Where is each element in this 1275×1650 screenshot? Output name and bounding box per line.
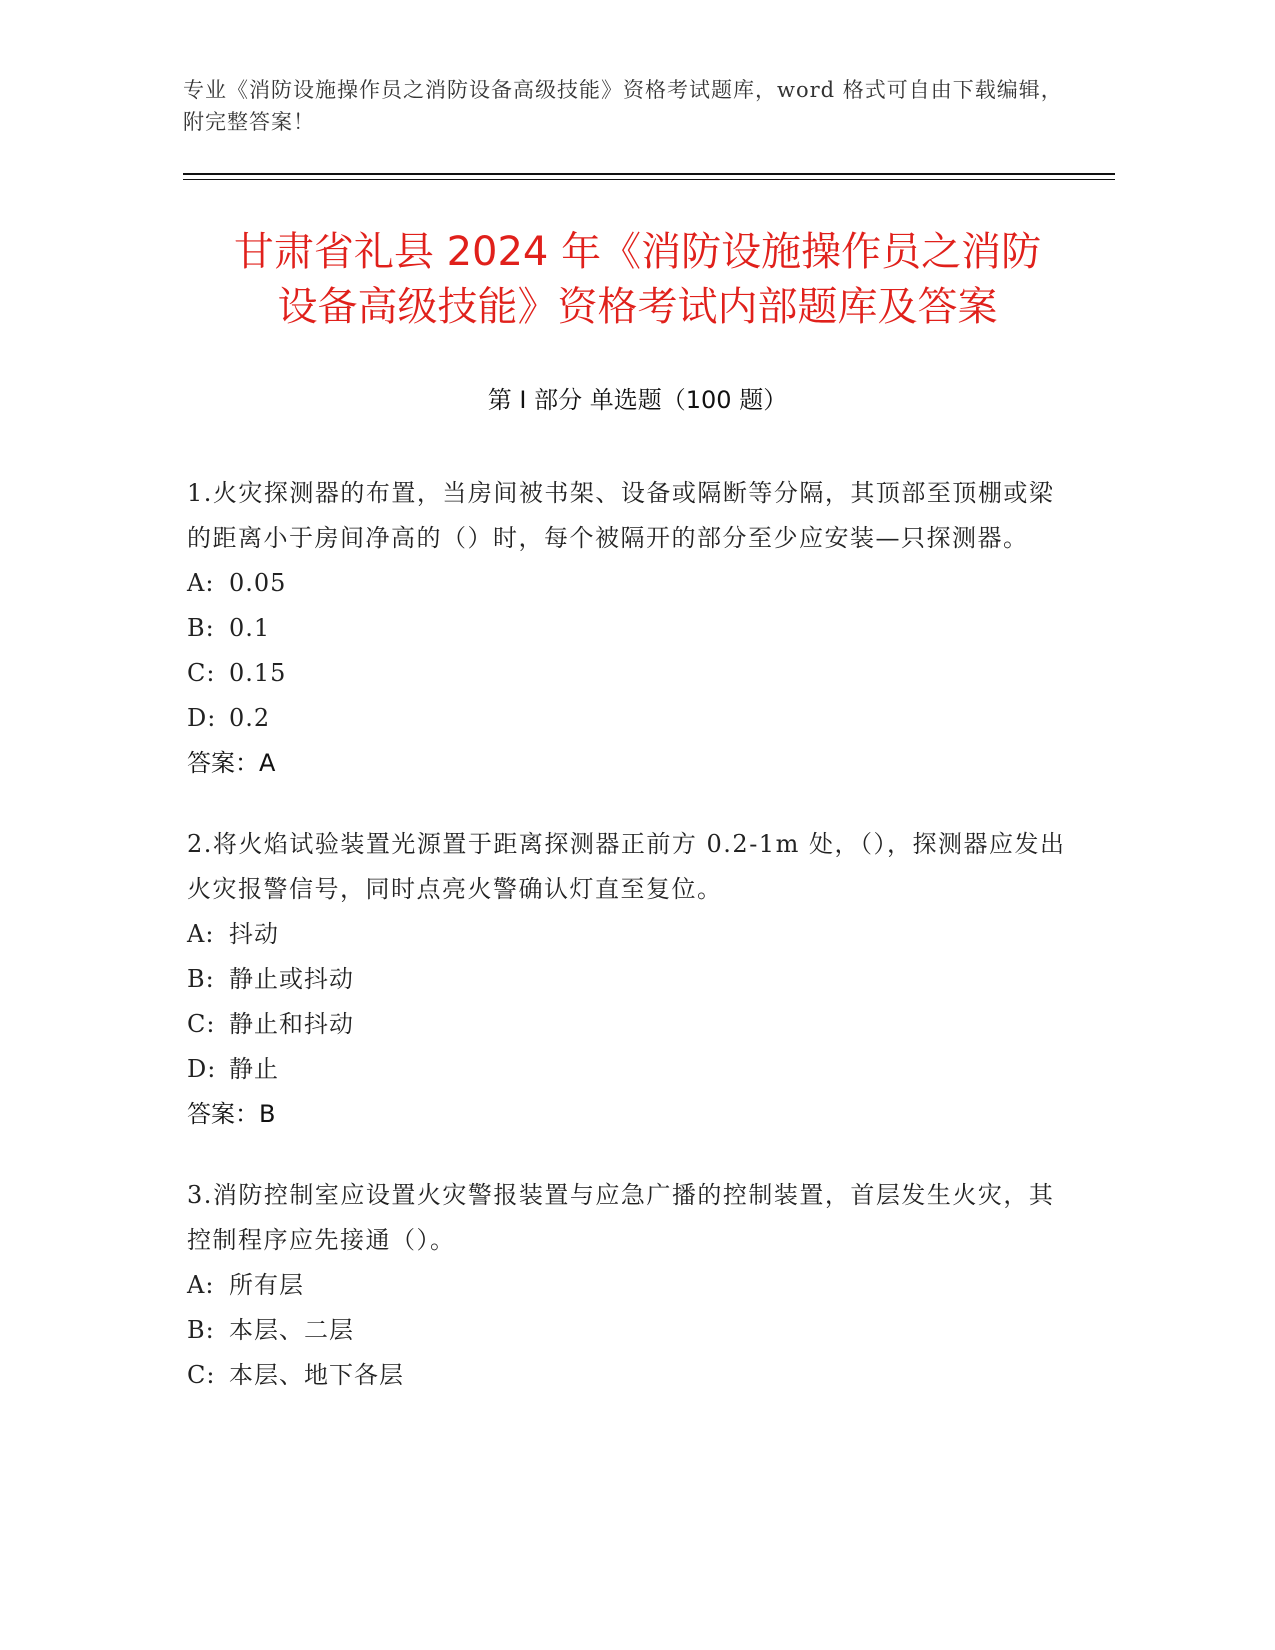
- option-text: 0.15: [229, 659, 287, 687]
- option-key: C:: [187, 1361, 216, 1389]
- question-list: [187, 471, 1067, 1434]
- question-stem: 2.将火焰试验装置光源置于距离探测器正前方 0.2-1m 处，（），探测器应发出火灾报警信号，同时点亮火警确认灯直至复位。: [187, 830, 1066, 903]
- answer-value: B: [259, 1100, 276, 1128]
- option-key: A:: [187, 920, 215, 948]
- option-text: 所有层: [229, 1271, 304, 1299]
- option-text: 静止和抖动: [229, 1010, 354, 1038]
- question-item: [187, 471, 1067, 786]
- question-stem: 1.火灾探测器的布置，当房间被书架、设备或隔断等分隔，其顶部至顶棚或梁的距离小于房间净高的（）时，每个被隔开的部分至少应安装—只探测器。: [187, 479, 1055, 552]
- option-text: 静止或抖动: [229, 965, 354, 993]
- option-a: [187, 1263, 1067, 1308]
- answer-label: 答案：: [187, 1100, 259, 1128]
- header-note: 专业《消防设施操作员之消防设备高级技能》资格考试题库，word 格式可自由下载编辑，附完整答案！: [183, 78, 1063, 134]
- option-c: [187, 1353, 1067, 1398]
- answer-line: [187, 741, 1067, 786]
- option-text: 抖动: [229, 920, 279, 948]
- option-key: B:: [187, 614, 215, 642]
- option-text: 本层、地下各层: [229, 1361, 404, 1389]
- option-key: C:: [187, 1010, 216, 1038]
- option-text: 静止: [229, 1055, 279, 1083]
- option-c: [187, 1002, 1067, 1047]
- option-key: C:: [187, 659, 216, 687]
- option-key: A:: [187, 1271, 215, 1299]
- header-rule-thick: [183, 173, 1115, 175]
- question-stem: 3.消防控制室应设置火灾警报装置与应急广播的控制装置，首层发生火灾，其控制程序应先接通（）。: [187, 1181, 1055, 1254]
- option-d: [187, 1047, 1067, 1092]
- answer-value: A: [259, 749, 276, 777]
- option-text: 0.05: [229, 569, 287, 597]
- option-a: [187, 561, 1067, 606]
- option-b: [187, 1308, 1067, 1353]
- option-text: 0.2: [229, 704, 271, 732]
- option-c: [187, 651, 1067, 696]
- answer-line: [187, 1092, 1067, 1137]
- option-d: [187, 696, 1067, 741]
- option-key: D:: [187, 1055, 217, 1083]
- answer-label: 答案：: [187, 749, 259, 777]
- option-text: 0.1: [229, 614, 271, 642]
- document-title: [150, 225, 1125, 335]
- option-b: [187, 606, 1067, 651]
- header-rule-thin: [183, 179, 1115, 180]
- section-title: 第 I 部分 单选题（100 题）: [487, 386, 788, 414]
- option-text: 本层、二层: [229, 1316, 354, 1344]
- option-key: B:: [187, 1316, 215, 1344]
- option-key: D:: [187, 704, 217, 732]
- option-b: [187, 957, 1067, 1002]
- option-a: [187, 912, 1067, 957]
- question-item: [187, 822, 1067, 1137]
- option-key: A:: [187, 569, 215, 597]
- option-key: B:: [187, 965, 215, 993]
- document-title-line-2: 设备高级技能》资格考试内部题库及答案: [277, 284, 998, 330]
- document-title-line-1: 甘肃省礼县 2024 年《消防设施操作员之消防: [233, 229, 1042, 275]
- question-item: [187, 1173, 1067, 1398]
